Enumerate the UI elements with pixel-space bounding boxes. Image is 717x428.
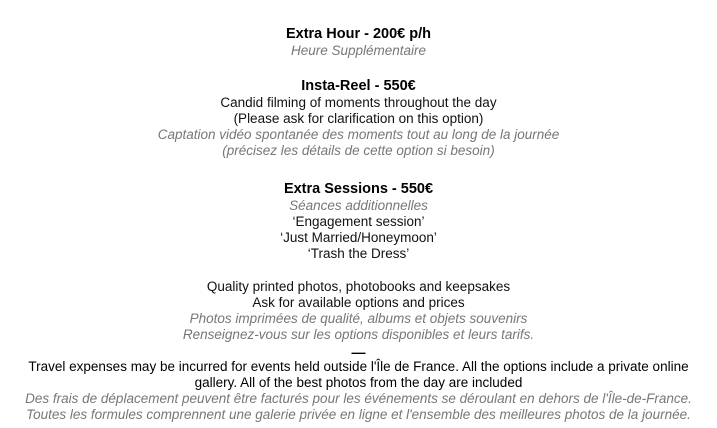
extra-hour-title: Extra Hour - 200€ p/h (285, 26, 432, 42)
prints-note: Ask for available options and prices (252, 295, 465, 310)
spacer (0, 59, 717, 77)
extra-sessions-french: Séances additionnelles (289, 198, 428, 213)
prints-french-description: Photos imprimées de qualité, albums et objets souvenirs (189, 311, 528, 326)
extra-hour-french: Heure Supplémentaire (290, 43, 427, 58)
section-divider: — (351, 344, 366, 360)
prints-section (0, 279, 717, 343)
extra-sessions-section (0, 180, 717, 262)
insta-reel-note: (Please ask for clarification on this option) (233, 111, 484, 126)
prints-description: Quality printed photos, photobooks and keepsakes (206, 279, 511, 294)
spacer (0, 262, 717, 279)
insta-reel-french-description: Captation vidéo spontanée des moments tout au long de la journée (157, 127, 560, 142)
footer-french-note-line1: Des frais de déplacement peuvent être facturés pour les événements se déroulant en dehors de l'Île-de-France. (25, 391, 692, 406)
extra-sessions-title: Extra Sessions - 550€ (283, 181, 434, 197)
prints-french-note: Renseignez-vous sur les options disponibles et leurs tarifs. (182, 327, 535, 342)
insta-reel-description: Candid filming of moments throughout the day (220, 95, 497, 110)
footer-section (0, 359, 717, 423)
extra-hour-section (0, 25, 717, 59)
session-item: ‘Engagement session’ (292, 214, 425, 229)
footer-english-note: Travel expenses may be incurred for events held outside l'Île de France. All the options include a private online gallery. All of the best photos from the day are included (28, 359, 689, 390)
session-item: ‘Just Married/Honeymoon’ (280, 230, 437, 245)
session-item: ‘Trash the Dress’ (307, 246, 410, 261)
insta-reel-section (0, 77, 717, 159)
insta-reel-title: Insta-Reel - 550€ (301, 78, 416, 94)
spacer (0, 159, 717, 180)
insta-reel-french-note: (précisez les détails de cette option si besoin) (222, 143, 495, 158)
footer-french-note-line2: Toutes les formules comprennent une galerie privée en ligne et l'ensemble des meilleures photos de la journée. (26, 407, 691, 422)
